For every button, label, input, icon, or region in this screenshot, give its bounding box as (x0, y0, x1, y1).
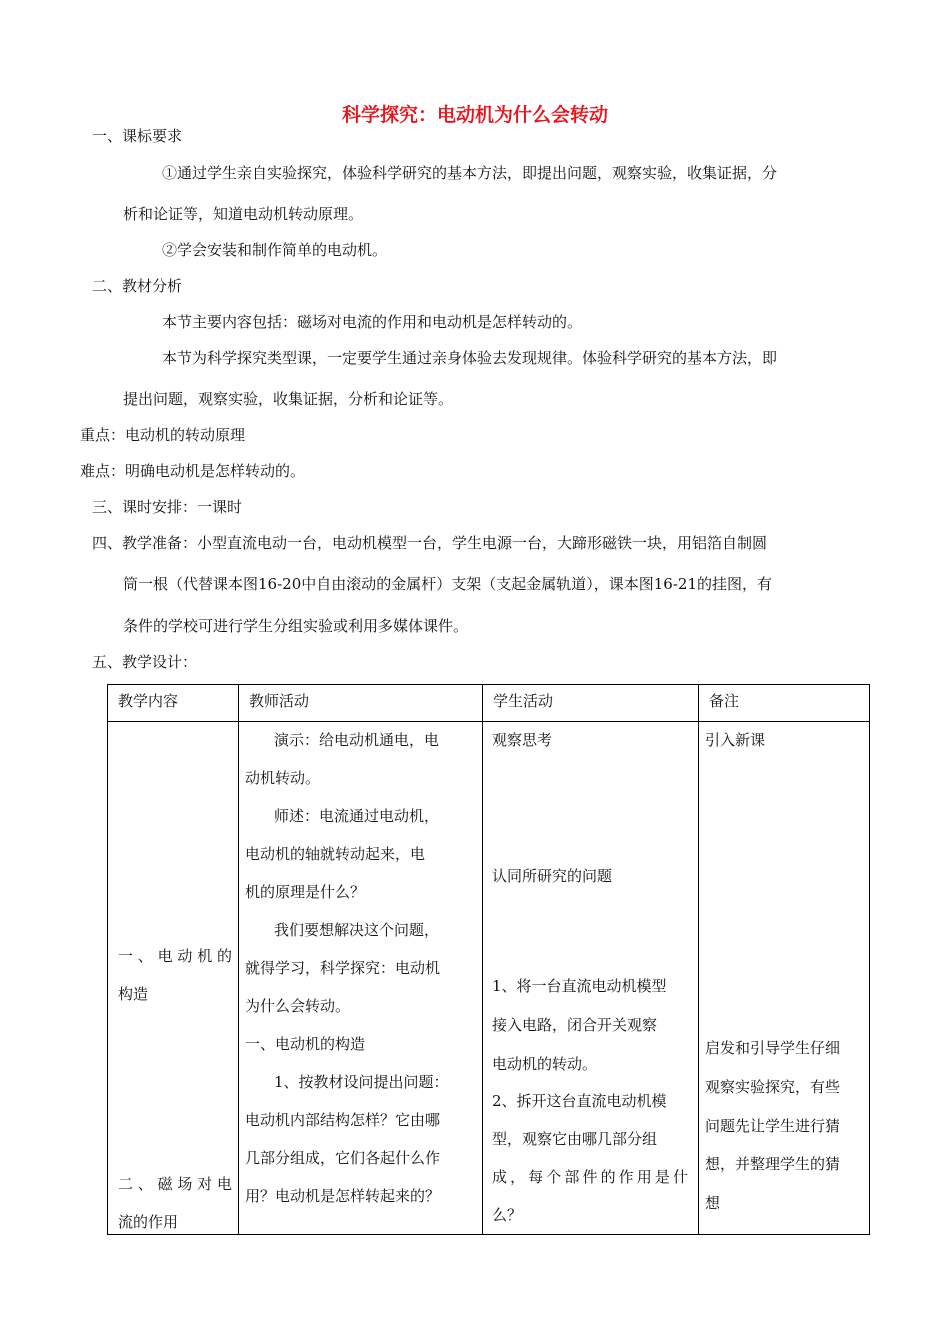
section-2-paragraph-2-line-2: 提出问题，观察实验，收集证据，分析和论证等。 (123, 390, 454, 408)
section-1-paragraph-1-line-1: ①通过学生亲自实验探究，体验科学研究的基本方法，即提出问题，观察实验，收集证据，分 (162, 164, 778, 182)
section-4-line-2: 筒一根（代替课本图16-20中自由滚动的金属杆）支架（支起金属轨道），课本图16-21的挂图，有 (123, 575, 772, 593)
notes-line: 启发和引导学生仔细 (705, 1039, 841, 1057)
section-1-heading: 一、课标要求 (92, 127, 183, 145)
student-line: 观察思考 (492, 731, 553, 749)
teacher-line: 一、电动机的构造 (245, 1035, 366, 1053)
student-line: 成 ， 每 个 部 件 的 作 用 是 什 (492, 1168, 688, 1186)
notes-line: 问题先让学生进行猜 (705, 1117, 841, 1135)
content-item-1-line-2: 构造 (118, 985, 149, 1003)
teacher-line: 电动机内部结构怎样？它由哪 (245, 1111, 441, 1129)
header-student-activity: 学生活动 (493, 692, 554, 710)
header-content: 教学内容 (118, 692, 179, 710)
section-1-paragraph-1-line-2: 析和论证等，知道电动机转动原理。 (123, 205, 364, 223)
header-cell-notes (699, 685, 870, 722)
teacher-activity-cell (239, 722, 483, 1235)
student-line: 认同所研究的问题 (492, 867, 613, 885)
section-4-line-1: 四、教学准备：小型直流电动一台，电动机模型一台，学生电源一台，大蹄形磁铁一块，用铝箔自制圆 (92, 534, 768, 552)
teacher-line: 演示：给电动机通电，电 (274, 731, 440, 749)
teacher-line: 就得学习，科学探究：电动机 (245, 959, 441, 977)
teacher-line: 师述：电流通过电动机， (274, 807, 440, 825)
header-cell-student (483, 685, 699, 722)
teacher-line: 用？电动机是怎样转起来的？ (245, 1187, 441, 1205)
notes-cell (699, 722, 870, 1235)
content-item-2-line-1: 二 、 磁 场 对 电 (118, 1175, 232, 1193)
teacher-line: 为什么会转动。 (245, 997, 351, 1015)
section-2-paragraph-2-line-1: 本节为科学探究类型课，一定要学生通过亲身体验去发现规律。体验科学研究的基本方法，即 (162, 349, 778, 367)
teaching-design-table (107, 684, 870, 1235)
table-header-row (108, 685, 870, 722)
section-4-line-3: 条件的学校可进行学生分组实验或利用多媒体课件。 (123, 617, 469, 635)
header-notes: 备注 (709, 692, 740, 710)
difficulty-point: 难点：明确电动机是怎样转动的。 (80, 462, 306, 480)
notes-line: 引入新课 (705, 731, 766, 749)
teacher-line: 动机转动。 (245, 769, 321, 787)
teacher-line: 几部分组成，它们各起什么作 (245, 1149, 441, 1167)
student-line: 电动机的转动。 (492, 1055, 598, 1073)
content-item-2-line-2: 流的作用 (118, 1213, 179, 1231)
student-line: 型，观察它由哪几部分组 (492, 1130, 658, 1148)
teacher-line: 1、按教材设问提出问题： (274, 1073, 449, 1091)
header-cell-content (108, 685, 239, 722)
document-title: 科学探究：电动机为什么会转动 (341, 104, 608, 126)
header-cell-teacher (239, 685, 483, 722)
table-row (108, 722, 870, 1235)
student-line: 1、将一台直流电动机模型 (492, 977, 667, 995)
section-5-heading: 五、教学设计： (92, 653, 198, 671)
teacher-line: 机的原理是什么？ (245, 883, 366, 901)
student-activity-cell (483, 722, 699, 1235)
content-cell (108, 722, 239, 1235)
section-2-paragraph-1: 本节主要内容包括：磁场对电流的作用和电动机是怎样转动的。 (162, 313, 583, 331)
notes-line: 观察实验探究，有些 (705, 1078, 841, 1096)
student-line: 么？ (492, 1206, 523, 1224)
header-teacher-activity: 教师活动 (249, 692, 310, 710)
content-item-1-line-1: 一 、 电 动 机 的 (118, 947, 232, 965)
teacher-line: 电动机的轴就转动起来，电 (245, 845, 426, 863)
student-line: 接入电路，闭合开关观察 (492, 1016, 658, 1034)
notes-line: 想 (705, 1194, 721, 1212)
student-line: 2、拆开这台直流电动机模 (492, 1092, 667, 1110)
section-1-paragraph-2: ②学会安装和制作简单的电动机。 (162, 241, 388, 259)
teacher-line: 我们要想解决这个问题， (274, 921, 440, 939)
key-point: 重点：电动机的转动原理 (80, 426, 246, 444)
notes-line: 想，并整理学生的猜 (705, 1155, 841, 1173)
section-2-heading: 二、教材分析 (92, 277, 183, 295)
section-3-schedule: 三、课时安排：一课时 (92, 498, 243, 516)
